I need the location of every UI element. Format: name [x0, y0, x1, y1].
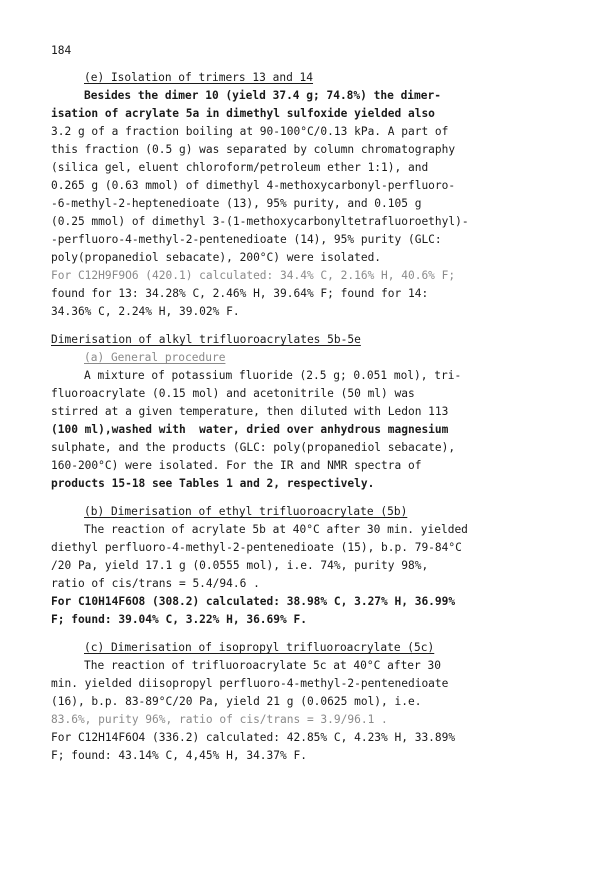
section-heading-b: (b) Dimerisation of ethyl trifluoroacrylate (5b)	[84, 505, 408, 518]
section-heading-c: (c) Dimerisation of isopropyl trifluoroacrylate (5c)	[84, 641, 435, 654]
text-line: Besides the dimer 10 (yield 37.4 g; 74.8%) the dimer-	[84, 89, 441, 102]
page-number: 184	[51, 44, 72, 57]
text-line: (100 ml),washed with water, dried over anhydrous magnesium	[51, 423, 449, 436]
section-heading-dimerisation: Dimerisation of alkyl trifluoroacrylates 5b-5e	[51, 333, 361, 346]
text-line: fluoroacrylate (0.15 mol) and acetonitrile (50 ml) was	[51, 387, 415, 400]
text-line: The reaction of acrylate 5b at 40°C after 30 min. yielded	[84, 523, 468, 536]
text-line: 83.6%, purity 96%, ratio of cis/trans = 3.9/96.1 .	[51, 713, 388, 726]
text-line: /20 Pa, yield 17.1 g (0.0555 mol), i.e. 74%, purity 98%,	[51, 559, 429, 572]
section-heading-a: (a) General procedure	[84, 351, 226, 364]
text-line: (silica gel, eluent chloroform/petroleum ether 1:1), and	[51, 161, 429, 174]
text-line: F; found: 43.14% C, 4,45% H, 34.37% F.	[51, 749, 307, 762]
text-line: products 15-18 see Tables 1 and 2, respectively.	[51, 477, 375, 490]
text-line: found for 13: 34.28% C, 2.46% H, 39.64% F; found for 14:	[51, 287, 429, 300]
text-line: For C10H14F6O8 (308.2) calculated: 38.98% C, 3.27% H, 36.99%	[51, 595, 456, 608]
text-line: -perfluoro-4-methyl-2-pentenedioate (14), 95% purity (GLC:	[51, 233, 442, 246]
text-line: 0.265 g (0.63 mmol) of dimethyl 4-methoxycarbonyl-perfluoro-	[51, 179, 456, 192]
text-line: For C12H14F6O4 (336.2) calculated: 42.85% C, 4.23% H, 33.89%	[51, 731, 456, 744]
text-line: 34.36% C, 2.24% H, 39.02% F.	[51, 305, 240, 318]
text-line: sulphate, and the products (GLC: poly(propanediol sebacate),	[51, 441, 456, 454]
text-line: The reaction of trifluoroacrylate 5c at 40°C after 30	[84, 659, 441, 672]
text-line: min. yielded diisopropyl perfluoro-4-methyl-2-pentenedioate	[51, 677, 449, 690]
text-line: isation of acrylate 5a in dimethyl sulfoxide yielded also	[51, 107, 435, 120]
text-line: (0.25 mmol) of dimethyl 3-(1-methoxycarbonyltetrafluoroethyl)-	[51, 215, 469, 228]
text-line: -6-methyl-2-heptenedioate (13), 95% purity, and 0.105 g	[51, 197, 422, 210]
text-line: (16), b.p. 83-89°C/20 Pa, yield 21 g (0.0625 mol), i.e.	[51, 695, 422, 708]
text-line: 3.2 g of a fraction boiling at 90-100°C/0.13 kPa. A part of	[51, 125, 449, 138]
text-line: this fraction (0.5 g) was separated by column chromatography	[51, 143, 456, 156]
text-line: A mixture of potassium fluoride (2.5 g; 0.051 mol), tri-	[84, 369, 462, 382]
text-line: ratio of cis/trans = 5.4/94.6 .	[51, 577, 260, 590]
text-line: poly(propanediol sebacate), 200°C) were isolated.	[51, 251, 382, 264]
text-line: diethyl perfluoro-4-methyl-2-pentenedioate (15), b.p. 79-84°C	[51, 541, 462, 554]
text-line: stirred at a given temperature, then diluted with Ledon 113	[51, 405, 449, 418]
text-line: For C12H9F9O6 (420.1) calculated: 34.4% C, 2.16% H, 40.6% F;	[51, 269, 456, 282]
text-line: F; found: 39.04% C, 3.22% H, 36.69% F.	[51, 613, 307, 626]
section-heading-e: (e) Isolation of trimers 13 and 14	[84, 71, 314, 84]
text-line: 160-200°C) were isolated. For the IR and NMR spectra of	[51, 459, 422, 472]
